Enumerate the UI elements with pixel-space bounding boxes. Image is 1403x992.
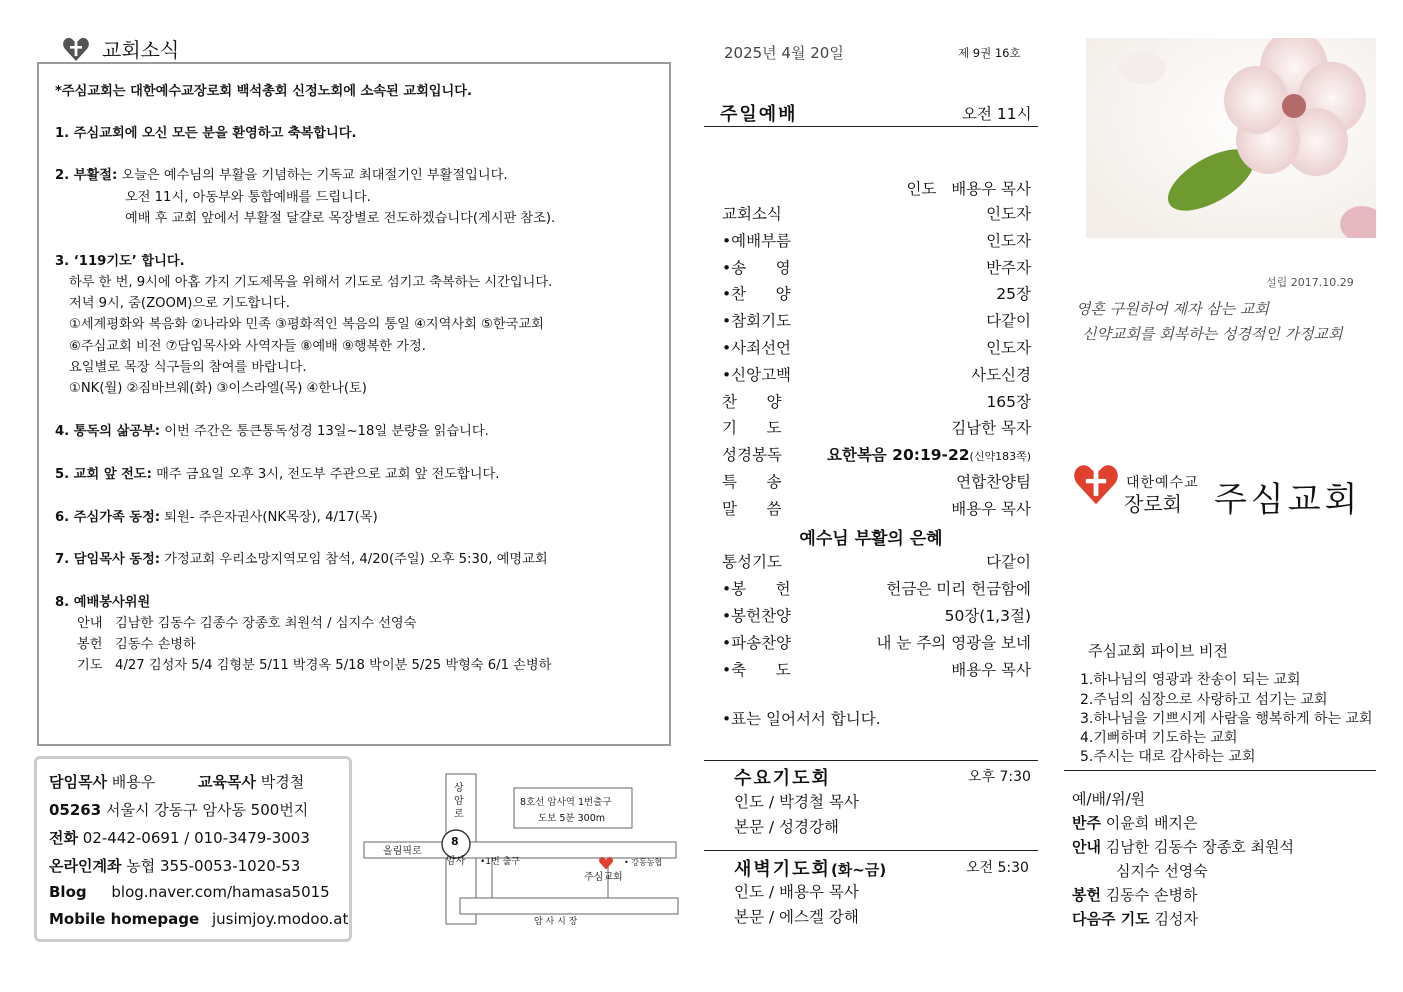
order-item-label: 교회소식	[722, 205, 782, 223]
bulletin-date: 2025년 4월 20일	[724, 44, 844, 62]
order-item-label: 말 씀	[722, 499, 782, 518]
service-leader: 인도 배용우 목사	[906, 180, 1031, 198]
dawn-text: 본문 / 에스겔 강해	[734, 908, 859, 926]
heart-cross-icon	[62, 36, 90, 62]
wed-text: 본문 / 성경강해	[734, 818, 839, 836]
news-item-8-line: 봉헌 김동수 손병하	[77, 637, 196, 652]
order-item-label: 통성기도	[722, 553, 782, 572]
map-station: 암사	[446, 856, 466, 867]
order-item-value: 배용우 목사	[951, 660, 1031, 679]
order-item-value: 헌금은 미리 헌금함에	[886, 580, 1031, 599]
motto-2: 신약교회를 회복하는 성경적인 가정교회	[1082, 325, 1343, 343]
wed-title: 수요기도회	[734, 768, 831, 789]
vision-item: 4.기뻐하며 기도하는 교회	[1080, 730, 1238, 746]
order-item-value: 내 눈 주의 영광을 보네	[876, 633, 1031, 652]
order-item-label: •파송찬양	[722, 633, 792, 652]
order-item-label: •송 영	[722, 258, 791, 277]
next-an: 안내 김남한 김동수 장종호 최원석	[1072, 838, 1294, 856]
next-title: 예/배/위/원	[1072, 790, 1146, 808]
map-note-2: 도보 5분 300m	[538, 813, 606, 824]
news-item-8-line: 안내 김남한 김동수 김종수 장종호 최원석 / 심지수 선영숙	[77, 616, 417, 631]
account-line: 온라인계좌 농협 355-0053-1020-53	[49, 857, 301, 875]
order-item-label: •신앙고백	[722, 365, 792, 384]
divider	[704, 850, 1038, 851]
order-item-value: 사도신경	[971, 365, 1031, 384]
next-bong: 봉헌 김동수 손병하	[1072, 886, 1198, 904]
news-header	[62, 34, 179, 63]
order-item-label: •축 도	[722, 660, 791, 679]
order-item-value: 다같이	[986, 553, 1031, 572]
vision-item: 1.하나님의 영광과 찬송이 되는 교회	[1080, 672, 1301, 688]
dawn-leader: 인도 / 배용우 목사	[734, 883, 859, 901]
news-item-8-line: 기도 4/27 김성자 5/4 김형분 5/11 박경옥 5/18 박이분 5/25 박형숙 6/1 손병하	[77, 658, 552, 673]
phone-line: 전화 02-442-0691 / 010-3479-3003	[49, 829, 310, 847]
order-item-label: •예배부름	[722, 231, 792, 250]
order-item-value: 연합찬양팀	[956, 473, 1031, 491]
next-pray: 다음주 기도 김성자	[1072, 910, 1198, 928]
news-box	[37, 62, 671, 746]
divider	[704, 760, 1038, 761]
mobile-link[interactable]: jusimjoy.modoo.at	[212, 910, 349, 928]
news-item-2-line: 예배 후 교회 앞에서 부활절 달걀로 목장별로 전도하겠습니다(게시판 참조).	[125, 211, 556, 226]
order-item-label: •봉헌찬양	[722, 607, 792, 625]
vision-item: 2.주님의 심장으로 사랑하고 섬기는 교회	[1080, 692, 1328, 708]
order-item-value: 요한복음 20:19-22(신약183쪽)	[826, 446, 1031, 465]
map-church: 주심교회	[584, 872, 623, 883]
news-item-3-line: 요일별로 목장 식구들의 참여를 바랍니다.	[69, 360, 307, 375]
order-item-label: •찬 양	[722, 285, 791, 304]
wed-time: 오후 7:30	[968, 769, 1031, 785]
service-note: •표는 일어서서 합니다.	[722, 710, 881, 728]
flower-image	[1086, 38, 1376, 238]
news-item-8: 8. 예배봉사위원	[55, 595, 151, 610]
map-exit: •1번 출구	[480, 857, 520, 867]
news-item-5: 5. 교회 앞 전도: 매주 금요일 오후 3시, 전도부 주관으로 교회 앞 전도합니다.	[55, 467, 500, 482]
news-item-3-line: 저녁 9시, 줌(ZOOM)으로 기도합니다.	[69, 296, 290, 311]
order-item-label: 특 송	[722, 473, 782, 491]
order-item-value: 인도자	[986, 205, 1031, 223]
order-item-value: 배용우 목사	[951, 499, 1031, 518]
logo-denomination-2: 장로회	[1124, 492, 1182, 516]
news-intro: *주심교회는 대한예수교장로회 백석총회 신정노회에 소속된 교회입니다.	[55, 84, 473, 99]
news-item-6: 6. 주심가족 동정: 퇴원- 주은자권사(NK목장), 4/17(목)	[55, 510, 378, 525]
news-title: 교회소식	[102, 38, 180, 62]
order-item-value: 25장	[996, 285, 1031, 304]
vision-item: 5.주시는 대로 감사하는 교회	[1080, 749, 1256, 765]
founded-date: 설립 2017.10.29	[1266, 276, 1354, 289]
vision-title: 주심교회 파이브 비전	[1088, 642, 1228, 660]
order-item-value: 다같이	[986, 312, 1031, 331]
blog-link[interactable]: blog.naver.com/hamasa5015	[111, 883, 330, 901]
logo-church-name: 주심교회	[1214, 480, 1362, 520]
next-an-2: 심지수 선영숙	[1116, 862, 1208, 880]
dawn-time: 오전 5:30	[966, 860, 1029, 876]
logo-denomination: 대한예수교	[1126, 475, 1199, 491]
news-item-1: 1. 주심교회에 오신 모든 분을 환영하고 축복합니다.	[55, 126, 357, 141]
order-item-value: 인도자	[986, 231, 1031, 250]
service-time: 오전 11시	[962, 105, 1032, 123]
order-item-label: 찬 양	[722, 392, 782, 411]
order-item-value: 김남한 목자	[951, 419, 1031, 438]
news-item-2-line: 오전 11시, 아동부와 통합예배를 드립니다.	[125, 190, 371, 205]
order-item-label: 성경봉독	[722, 446, 782, 465]
order-item-value: 165장	[986, 392, 1031, 411]
blog-line: Blog blog.naver.com/hamasa5015	[49, 883, 330, 901]
news-item-3: 3. ‘119기도’ 합니다.	[55, 254, 185, 269]
map-road-vertical: 상암로	[454, 783, 464, 820]
order-item-value: 반주자	[986, 258, 1031, 277]
news-item-3-line: ⑥주심교회 비전 ⑦담임목사와 사역자들 ⑧예배 ⑨행복한 가정.	[69, 339, 426, 354]
map-station-num: 8	[451, 835, 459, 848]
map-market: 암 사 시 장	[534, 917, 578, 927]
divider	[1064, 770, 1376, 771]
news-item-4: 4. 통독의 삶공부: 이번 주간은 통큰통독성경 13일~18일 분량을 읽습니다.	[55, 424, 489, 439]
vision-item: 3.하나님을 기쁘시게 사람을 행복하게 하는 교회	[1080, 711, 1373, 727]
order-item-label: •봉 헌	[722, 580, 791, 599]
news-item-3-line: ①NK(월) ②짐바브웨(화) ③이스라엘(목) ④한나(토)	[69, 381, 367, 396]
order-item-label: 기 도	[722, 419, 782, 438]
map-note-1: 8호선 암사역 1번출구	[520, 797, 612, 808]
news-item-2: 2. 부활절: 오늘은 예수님의 부활을 기념하는 기독교 최대절기인 부활절입니다.	[55, 168, 508, 183]
address-line: 05263 서울시 강동구 암사동 500번지	[49, 801, 309, 819]
church-logo-icon	[1072, 462, 1120, 506]
contact-box	[34, 756, 352, 942]
pastor-line: 담임목사 배용우 교육목사 박경철	[49, 773, 305, 791]
next-ban: 반주 이윤희 배지은	[1072, 814, 1198, 832]
order-item-label: •참회기도	[722, 312, 792, 331]
order-item-label: •사죄선언	[722, 339, 792, 357]
map-bank: • 강동농협	[624, 858, 663, 867]
dawn-title: 새벽기도회(화~금)	[734, 859, 887, 880]
motto-1: 영혼 구원하여 제자 삼는 교회	[1076, 300, 1269, 318]
order-item-value: 50장(1,3절)	[944, 607, 1031, 625]
order-item-value: 인도자	[986, 339, 1031, 357]
divider	[704, 126, 1038, 127]
map-road-left: 올림픽로	[383, 846, 422, 857]
bulletin-issue: 제 9권 16호	[958, 46, 1021, 60]
news-item-3-line: 하루 한 번, 9시에 아홉 가지 기도제목을 위해서 기도로 섬기고 축복하는 시간입니다.	[69, 275, 553, 290]
mobile-line: Mobile homepage jusimjoy.modoo.at	[49, 910, 349, 928]
wed-leader: 인도 / 박경철 목사	[734, 793, 859, 811]
service-title: 주일예배	[720, 104, 798, 125]
sermon-title: 예수님 부활의 은혜	[799, 528, 943, 549]
news-item-3-line: ①세계평화와 복음화 ②나라와 민족 ③평화적인 복음의 통일 ④지역사회 ⑤한국교회	[69, 317, 544, 332]
news-item-7: 7. 담임목사 동정: 가정교회 우리소망지역모임 참석, 4/20(주일) 오후 5:30, 예명교회	[55, 552, 548, 567]
